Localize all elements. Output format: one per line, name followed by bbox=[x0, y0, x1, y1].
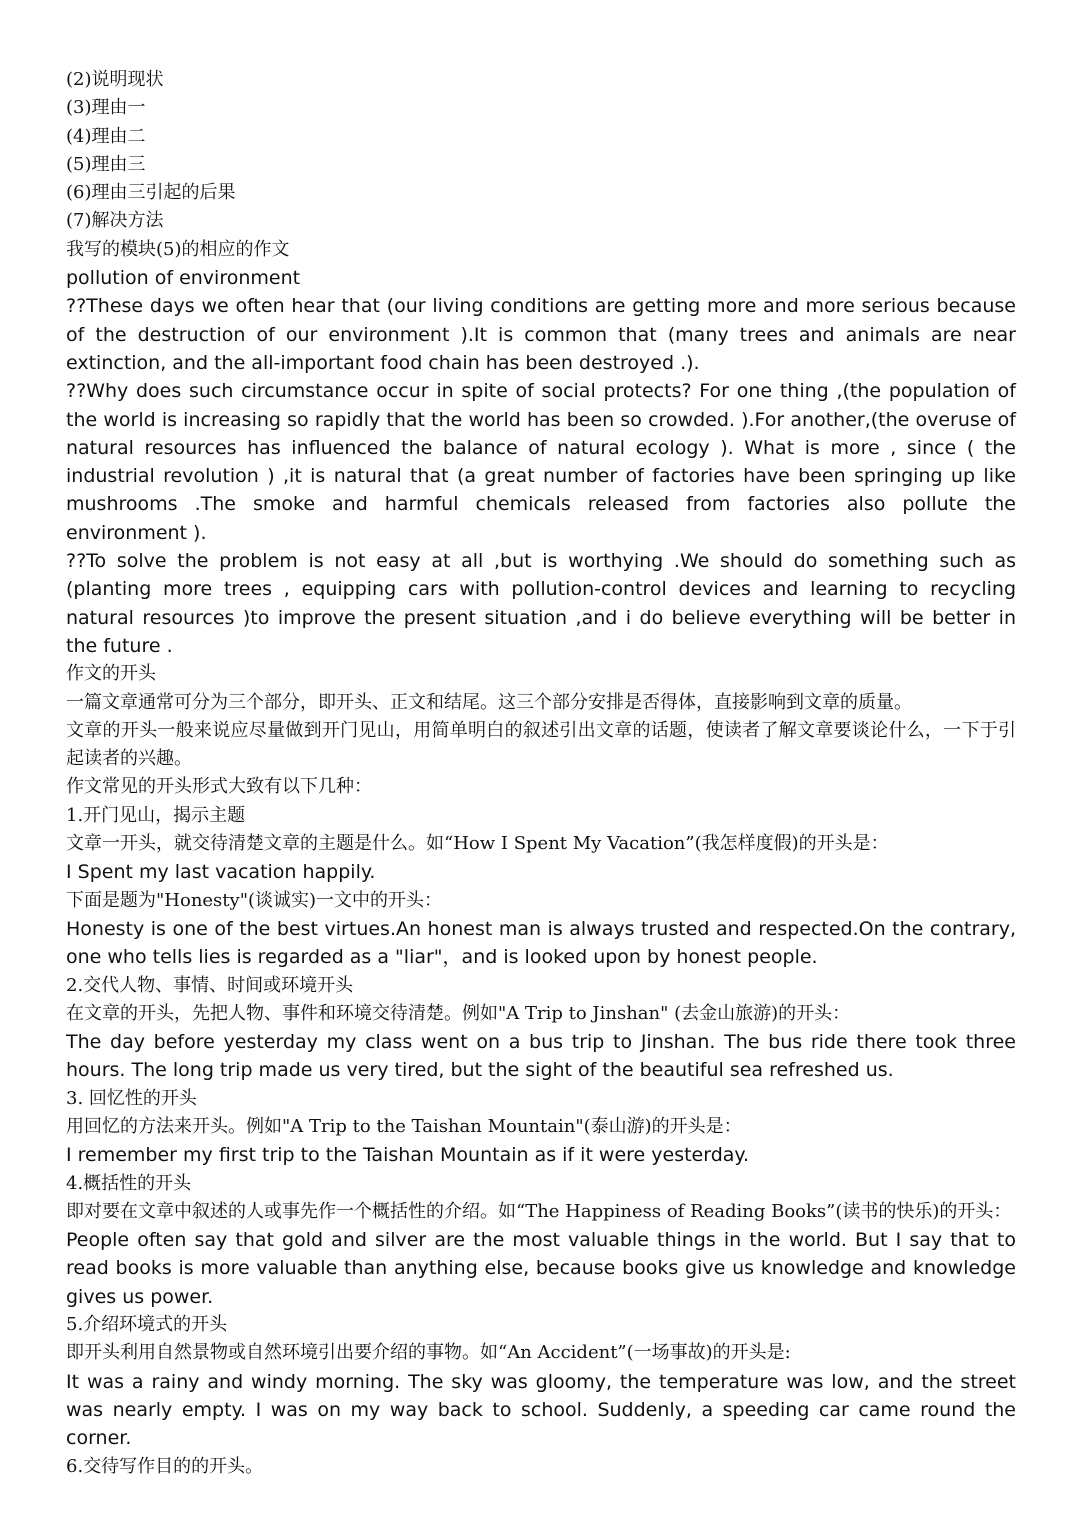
chinese-paragraph: 文章的开头一般来说应尽量做到开门见山，用简单明白的叙述引出文章的话题，使读者了解文章要谈论什么，一下于引起读者的兴趣。 bbox=[66, 719, 1016, 770]
chinese-paragraph: 即对要在文章中叙述的人或事先作一个概括性的介绍。如“The Happiness of Reading Books”(读书的快乐)的开头： bbox=[66, 1200, 1012, 1222]
chinese-paragraph: 6.交待写作目的的开头。 bbox=[66, 1455, 264, 1477]
chinese-paragraph: 下面是题为"Honesty"(谈诚实)一文中的开头： bbox=[66, 889, 443, 911]
chinese-paragraph: 一篇文章通常可分为三个部分，即开头、正文和结尾。这三个部分安排是否得体，直接影响到文章的质量。 bbox=[66, 691, 912, 713]
english-paragraph: pollution of environment bbox=[66, 267, 301, 290]
chinese-paragraph: 在文章的开头，先把人物、事件和环境交待清楚。例如"A Trip to Jinshan" (去金山旅游)的开头： bbox=[66, 1002, 851, 1024]
english-paragraph: It was a rainy and windy morning. The sky was gloomy, the temperature was low, and the street was nearly empty. I was on my way back to school. Suddenly, a speeding car came round the corner. bbox=[66, 1370, 1016, 1450]
chinese-paragraph: (2)说明现状 bbox=[66, 69, 164, 90]
english-paragraph: ??Why does such circumstance occur in spite of social protects? For one thing ,(the population of the world is increasing so rapidly that the world has been so crowded. ).For another,(the overuse of natural resources has influenced the balance of natural ecology ). What is more , since ( the industrial revolution ) ,it is natural that (a great number of factories have been springing up like mushrooms .The smoke and harmful chemicals released from factories also pollute the environment ). bbox=[66, 380, 1016, 544]
chinese-paragraph: 2.交代人物、事情、时间或环境开头 bbox=[66, 974, 354, 996]
english-paragraph: ??To solve the problem is not easy at all ,but is worthying .We should do something such as (planting more trees , equipping cars with pollution-control devices and learning to recycling natural resources )to improve the present situation ,and i do believe everything will be better in the future . bbox=[66, 550, 1016, 657]
english-paragraph: People often say that gold and silver are the most valuable things in the world. But I say that to read books is more valuable than anything else, because books give us knowledge and knowledge gives us power. bbox=[66, 1229, 1016, 1308]
chinese-paragraph: 3. 回忆性的开头 bbox=[66, 1087, 197, 1109]
english-paragraph: The day before yesterday my class went on a bus trip to Jinshan. The bus ride there took three hours. The long trip made us very tired, but the sight of the beautiful sea refreshed us. bbox=[66, 1031, 1016, 1082]
english-paragraph: I remember my first trip to the Taishan Mountain as if it were yesterday. bbox=[66, 1144, 750, 1167]
chinese-paragraph: (4)理由二 bbox=[66, 125, 146, 147]
chinese-paragraph: 作文的开头 bbox=[66, 663, 156, 685]
chinese-paragraph: 用回忆的方法来开头。例如"A Trip to the Taishan Mountain"(泰山游)的开头是： bbox=[66, 1115, 742, 1137]
chinese-paragraph: 我写的模块(5)的相应的作文 bbox=[66, 238, 290, 260]
chinese-paragraph: 1.开门见山，揭示主题 bbox=[66, 804, 246, 826]
chinese-paragraph: 作文常见的开头形式大致有以下几种： bbox=[66, 776, 372, 798]
chinese-paragraph: (3)理由一 bbox=[66, 97, 146, 119]
chinese-paragraph: (7)解决方法 bbox=[66, 210, 164, 232]
english-paragraph: I Spent my last vacation happily. bbox=[66, 861, 376, 884]
chinese-paragraph: 4.概括性的开头 bbox=[66, 1172, 192, 1194]
chinese-paragraph: 5.介绍环境式的开头 bbox=[66, 1314, 228, 1336]
english-paragraph: Honesty is one of the best virtues.An honest man is always trusted and respected.On the contrary, one who tells lies is regarded as a "liar"，and is looked upon by honest people. bbox=[66, 917, 1016, 969]
chinese-paragraph: 即开头利用自然景物或自然环境引出要介绍的事物。如“An Accident”(一场事故)的开头是: bbox=[66, 1342, 791, 1364]
english-paragraph: ??These days we often hear that (our living conditions are getting more and more serious because of the destruction of our environment ).It is common that (many trees and animals are near extinction, and the all-important food chain has been destroyed .). bbox=[66, 295, 1016, 374]
chinese-paragraph: 文章一开头，就交待清楚文章的主题是什么。如“How I Spent My Vacation”(我怎样度假)的开头是： bbox=[66, 833, 889, 855]
chinese-paragraph: (5)理由三 bbox=[66, 153, 146, 175]
document-body bbox=[66, 66, 1016, 1481]
chinese-paragraph: (6)理由三引起的后果 bbox=[66, 182, 236, 204]
